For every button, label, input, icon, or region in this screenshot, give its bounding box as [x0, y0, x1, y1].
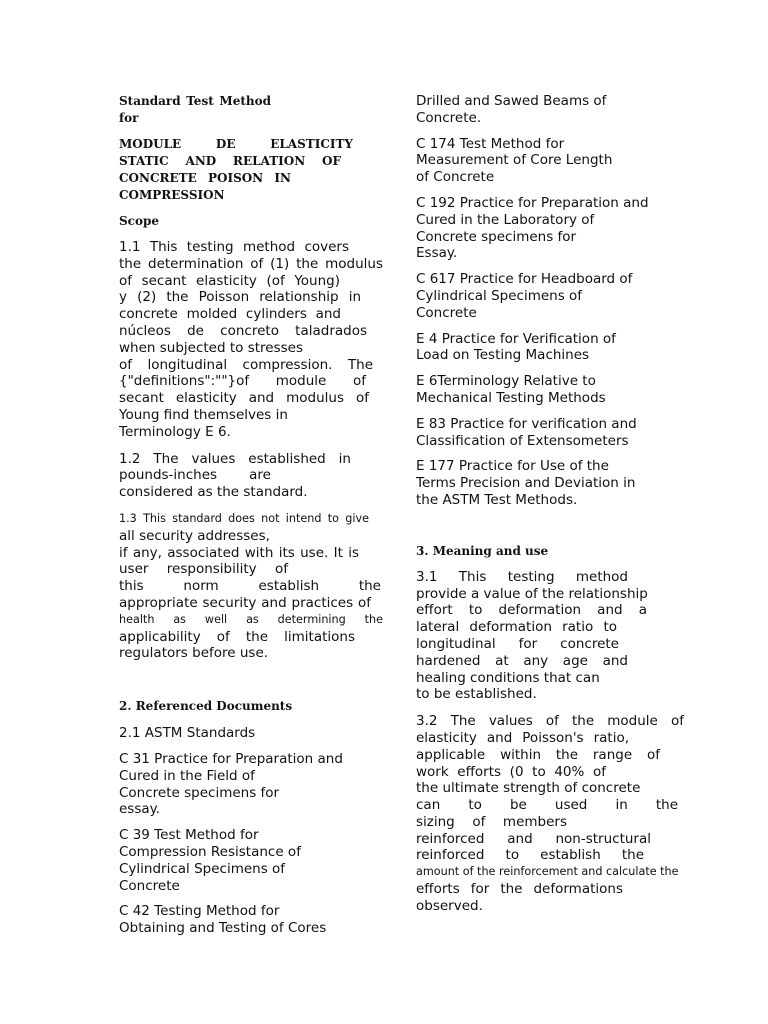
text-line: applicability of the limitations — [119, 628, 355, 645]
text-line: Young find themselves in — [119, 406, 288, 423]
text-line: observed. — [416, 897, 483, 914]
text-line: this norm establish the — [119, 578, 381, 595]
text-line: essay. — [119, 801, 161, 818]
text-line: 3.2 The values of the module of — [416, 713, 684, 730]
text-line: Essay. — [416, 245, 458, 262]
reference-e83 — [416, 416, 698, 450]
reference-c174 — [416, 136, 698, 186]
text-line: concrete molded cylinders and — [119, 306, 341, 323]
text-line: considered as the standard. — [119, 484, 308, 501]
subtitle-line: CONCRETE POISON IN — [119, 171, 291, 185]
paragraph-2-1 — [119, 725, 384, 742]
reference-e6 — [416, 373, 698, 407]
text-line: of secant elasticity (of Young) — [119, 272, 340, 289]
text-line: of longitudinal compression. The — [119, 356, 373, 373]
scope-heading-text: Scope — [119, 214, 160, 228]
text-line: when subjected to stresses — [119, 339, 303, 356]
text-line: if any, associated with its use. It is — [119, 544, 359, 561]
scope-heading — [119, 213, 384, 230]
text-line: elasticity and Poisson's ratio, — [416, 729, 629, 746]
reference-c42-continued — [416, 93, 698, 127]
text-line: reinforced to establish the — [416, 847, 644, 864]
paragraph-3-2 — [416, 713, 698, 915]
text-line: C 42 Testing Method for — [119, 903, 280, 920]
reference-c31 — [119, 751, 384, 818]
text-line: Terms Precision and Deviation in — [416, 475, 636, 492]
paragraph-1-1 — [119, 239, 383, 441]
title-line: Standard Test Method — [119, 94, 271, 108]
text-line: can to be used in the — [416, 797, 678, 814]
subtitle-line: STATIC AND RELATION OF — [119, 154, 341, 168]
section-2-heading — [119, 698, 384, 715]
text-line: appropriate security and practices of — [119, 594, 371, 611]
text-line: lateral deformation ratio to — [416, 619, 617, 636]
text-line: sizing of members — [416, 813, 567, 830]
text-line: Cured in the Field of — [119, 767, 255, 784]
text-line: effort to deformation and a — [416, 602, 647, 619]
reference-c39 — [119, 827, 384, 894]
text-line: Concrete — [119, 877, 180, 894]
subtitle-line: MODULE DE ELASTICITY — [119, 137, 353, 151]
text-line: 1.2 The values established in — [119, 450, 351, 467]
text-line: C 39 Test Method for — [119, 827, 259, 844]
text-line: E 83 Practice for verification and — [416, 415, 637, 432]
text-line: {"definitions":""}of module of — [119, 373, 366, 390]
text-line: Terminology E 6. — [119, 423, 231, 440]
text-line: Compression Resistance of — [119, 843, 301, 860]
text-line: to be established. — [416, 686, 537, 703]
text-line: Cylindrical Specimens of — [119, 860, 286, 877]
text-line: Classification of Extensometers — [416, 432, 629, 449]
text-line: efforts for the deformations — [416, 881, 623, 898]
text-line: reinforced and non-structural — [416, 830, 651, 847]
text-line: health as well as determining the — [119, 612, 383, 626]
paragraph-1-2 — [119, 451, 384, 501]
document-title — [119, 93, 271, 127]
reference-c42 — [119, 903, 384, 937]
text-line: C 192 Practice for Preparation and — [416, 194, 649, 211]
right-column — [416, 93, 698, 915]
text-line: healing conditions that can — [416, 669, 600, 686]
text-line: Concrete — [416, 304, 477, 321]
text-line: Concrete. — [416, 109, 482, 126]
text-line: Measurement of Core Length — [416, 152, 613, 169]
text-line: E 4 Practice for Verification of — [416, 330, 616, 347]
reference-c192 — [416, 195, 698, 262]
paragraph-1-3 — [119, 511, 384, 662]
text-line: secant elasticity and modulus of — [119, 390, 369, 407]
left-column — [119, 93, 384, 937]
text-line: 3.1 This testing method — [416, 568, 628, 585]
text-line: Obtaining and Testing of Cores — [119, 920, 327, 937]
text-line: Concrete specimens for — [119, 784, 280, 801]
text-line: of Concrete — [416, 169, 495, 186]
reference-e4 — [416, 331, 698, 365]
text-line: pounds-inches are — [119, 467, 271, 484]
text-line: Cured in the Laboratory of — [416, 211, 595, 228]
section-2-heading-text: 2. Referenced Documents — [119, 699, 293, 714]
text-line: Concrete specimens for — [416, 228, 577, 245]
document-subtitle — [119, 136, 353, 204]
text-line: 1.3 This standard does not intend to give — [119, 511, 369, 525]
text-line: the ASTM Test Methods. — [416, 491, 578, 508]
text-line: 2.1 ASTM Standards — [119, 725, 256, 742]
text-line: applicable within the range of — [416, 746, 660, 763]
subtitle-line: COMPRESSION — [119, 188, 225, 202]
text-line: Drilled and Sawed Beams of — [416, 93, 607, 109]
text-line: the determination of (1) the modulus — [119, 255, 383, 272]
text-line: hardened at any age and — [416, 652, 628, 669]
reference-e177 — [416, 458, 698, 508]
text-line: E 177 Practice for Use of the — [416, 458, 609, 475]
text-line: E 6Terminology Relative to — [416, 373, 596, 390]
text-line: Load on Testing Machines — [416, 347, 590, 364]
text-line: C 31 Practice for Preparation and — [119, 750, 343, 767]
text-line: all security addresses, — [119, 527, 270, 544]
text-line: regulators before use. — [119, 645, 269, 662]
text-line: 1.1 This testing method covers — [119, 239, 349, 255]
title-line: for — [119, 111, 139, 125]
section-3-heading — [416, 543, 698, 560]
text-line: Cylindrical Specimens of — [416, 287, 583, 304]
text-line: Mechanical Testing Methods — [416, 389, 606, 406]
text-line: amount of the reinforcement and calculate the — [416, 865, 679, 879]
section-3-heading-text: 3. Meaning and use — [416, 543, 549, 558]
text-line: provide a value of the relationship — [416, 585, 648, 602]
paragraph-3-1 — [416, 569, 698, 703]
text-line: C 617 Practice for Headboard of — [416, 271, 633, 288]
text-line: longitudinal for concrete — [416, 635, 619, 652]
text-line: user responsibility of — [119, 561, 288, 578]
reference-c617 — [416, 271, 698, 321]
text-line: C 174 Test Method for — [416, 135, 565, 152]
text-line: y (2) the Poisson relationship in — [119, 289, 361, 306]
text-line: núcleos de concreto taladrados — [119, 322, 367, 339]
text-line: work efforts (0 to 40% of — [416, 763, 606, 780]
text-line: the ultimate strength of concrete — [416, 780, 641, 797]
